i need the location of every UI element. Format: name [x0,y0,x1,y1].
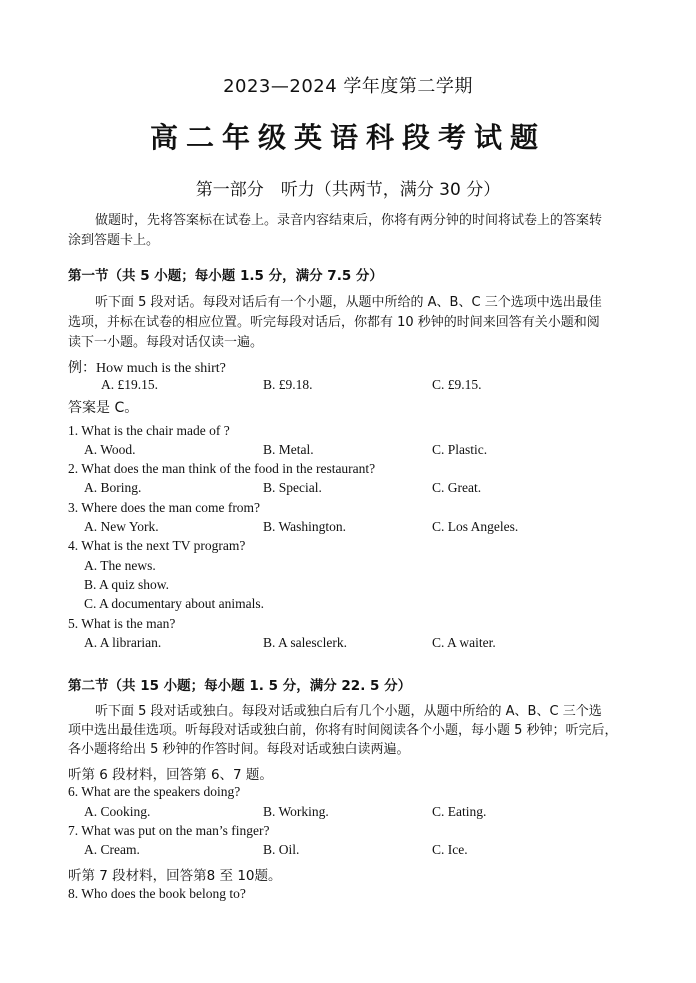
question-5: 5. What is the man? [68,616,176,631]
q7-option-b: B. Oil. [263,842,300,857]
section1-heading: 第一节（共 5 小题；每小题 1.5 分，满分 7.5 分） [68,268,383,284]
intro-line-1: 做题时，先将答案标在试卷上。录音内容结束后，你将有两分钟的时间将试卷上的答案转 [95,213,603,228]
example-answer: 答案是 C。 [68,400,139,416]
section1-instruction-1: 听下面 5 段对话。每段对话后有一个小题，从题中所给的 A、B、C 三个选项中选出最佳 [95,295,602,310]
section2-instruction-1: 听下面 5 段对话或独白。每段对话或独白后有几个小题，从题中所给的 A、B、C 三个选 [95,704,602,719]
year-term: 2023—2024 学年度第二学期 [223,76,473,97]
question-4: 4. What is the next TV program? [68,538,246,553]
q5-option-a: A. A librarian. [84,635,162,650]
question-1: 1. What is the chair made of ? [68,423,230,438]
example-option-a: A. £19.15. [101,377,158,392]
q4-option-b: B. A quiz show. [84,577,170,592]
q1-option-b: B. Metal. [263,442,314,457]
q3-option-a: A. New York. [84,519,159,534]
q6-option-b: B. Working. [263,804,329,819]
q4-option-a: A. The news. [84,558,156,573]
question-8: 8. Who does the book belong to? [68,886,246,901]
q7-option-c: C. Ice. [432,842,468,857]
question-2: 2. What does the man think of the food in the restaurant? [68,461,376,476]
q2-option-b: B. Special. [263,480,322,495]
exam-title: 高二年级英语科段考试题 [149,121,546,154]
q1-option-c: C. Plastic. [432,442,488,457]
q5-option-c: C. A waiter. [432,635,496,650]
q1-option-a: A. Wood. [84,442,136,457]
q6-option-a: A. Cooking. [84,804,151,819]
q4-option-c: C. A documentary about animals. [84,596,264,611]
q5-option-b: B. A salesclerk. [263,635,347,650]
material-7-label: 听第 7 段材料，回答第8 至 10题。 [68,868,282,884]
material-6-label: 听第 6 段材料，回答第 6、7 题。 [68,767,273,783]
section2-instruction-2: 项中选出最佳选项。听每段对话或独白前，你将有时间阅读各个小题，每小题 5 秒钟；听完后， [68,723,618,738]
part-title: 第一部分 听力（共两节，满分 30 分） [195,180,501,200]
section2-instruction-3: 各小题将给出 5 秒钟的作答时间。每段对话或独白读两遍。 [68,742,410,757]
q3-option-c: C. Los Angeles. [432,519,519,534]
q6-option-c: C. Eating. [432,804,487,819]
example-question: 例：How much is the shirt? [68,361,226,376]
question-3: 3. Where does the man come from? [68,500,261,515]
question-7: 7. What was put on the man’s finger? [68,823,270,838]
q2-option-c: C. Great. [432,480,482,495]
example-option-b: B. £9.18. [263,377,313,392]
section2-heading: 第二节（共 15 小题；每小题 1. 5 分，满分 22. 5 分） [68,678,412,694]
intro-line-2: 涂到答题卡上。 [68,233,160,248]
section1-instruction-3: 读下一小题。每段对话仅读一遍。 [68,335,264,350]
example-option-c: C. £9.15. [432,377,482,392]
q2-option-a: A. Boring. [84,480,142,495]
question-6: 6. What are the speakers doing? [68,784,241,799]
q3-option-b: B. Washington. [263,519,347,534]
section1-instruction-2: 选项，并标在试卷的相应位置。听完每段对话后，你都有 10 秒钟的时间来回答有关小题和阅 [68,315,600,330]
q7-option-a: A. Cream. [84,842,140,857]
